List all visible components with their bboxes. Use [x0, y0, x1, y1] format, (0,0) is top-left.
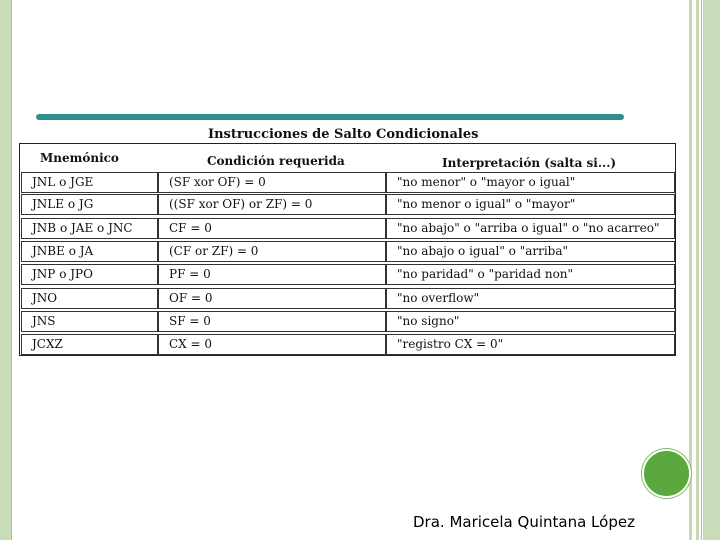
header-mnemonic: Mnemónico [40, 151, 119, 165]
header-interpretation: Interpretación (salta si...) [442, 156, 617, 170]
table-cell-condition: CX = 0 [158, 334, 386, 355]
right-frame-border [703, 0, 720, 540]
table-cell-condition: CF = 0 [158, 218, 386, 239]
right-frame-stripe [689, 0, 692, 540]
table-cell-condition: OF = 0 [158, 288, 386, 309]
table-cell-mnemonic: JCXZ [21, 334, 158, 355]
table-cell-interpretation: "registro CX = 0" [386, 334, 675, 355]
table-cell-interpretation: "no paridad" o "paridad non" [386, 264, 675, 285]
table-cell-interpretation: "no abajo o igual" o "arriba" [386, 241, 675, 262]
table-cell-interpretation: "no menor o igual" o "mayor" [386, 194, 675, 215]
table-cell-interpretation: "no overflow" [386, 288, 675, 309]
table-cell-mnemonic: JNS [21, 311, 158, 332]
decorative-circle [642, 449, 691, 498]
table-cell-mnemonic: JNL o JGE [21, 172, 158, 193]
title-divider [36, 114, 624, 120]
table-cell-condition: (CF or ZF) = 0 [158, 241, 386, 262]
footer-author: Dra. Maricela Quintana López [413, 513, 635, 531]
table-cell-interpretation: "no abajo" o "arriba o igual" o "no acarreo" [386, 218, 675, 239]
table-cell-interpretation: "no signo" [386, 311, 675, 332]
right-frame-line [701, 0, 702, 540]
header-condition: Condición requerida [207, 154, 345, 168]
table-cell-mnemonic: JNLE o JG [21, 194, 158, 215]
table-title: Instrucciones de Salto Condicionales [208, 127, 479, 142]
table-cell-condition: PF = 0 [158, 264, 386, 285]
table-cell-condition: (SF xor OF) = 0 [158, 172, 386, 193]
table-cell-mnemonic: JNB o JAE o JNC [21, 218, 158, 239]
left-frame-border [0, 0, 12, 540]
table-cell-condition: SF = 0 [158, 311, 386, 332]
table-cell-mnemonic: JNO [21, 288, 158, 309]
right-frame-stripe [696, 0, 699, 540]
table-cell-mnemonic: JNBE o JA [21, 241, 158, 262]
table-cell-interpretation: "no menor" o "mayor o igual" [386, 172, 675, 193]
conditional-jump-table [19, 143, 676, 356]
table-cell-condition: ((SF xor OF) or ZF) = 0 [158, 194, 386, 215]
table-cell-mnemonic: JNP o JPO [21, 264, 158, 285]
